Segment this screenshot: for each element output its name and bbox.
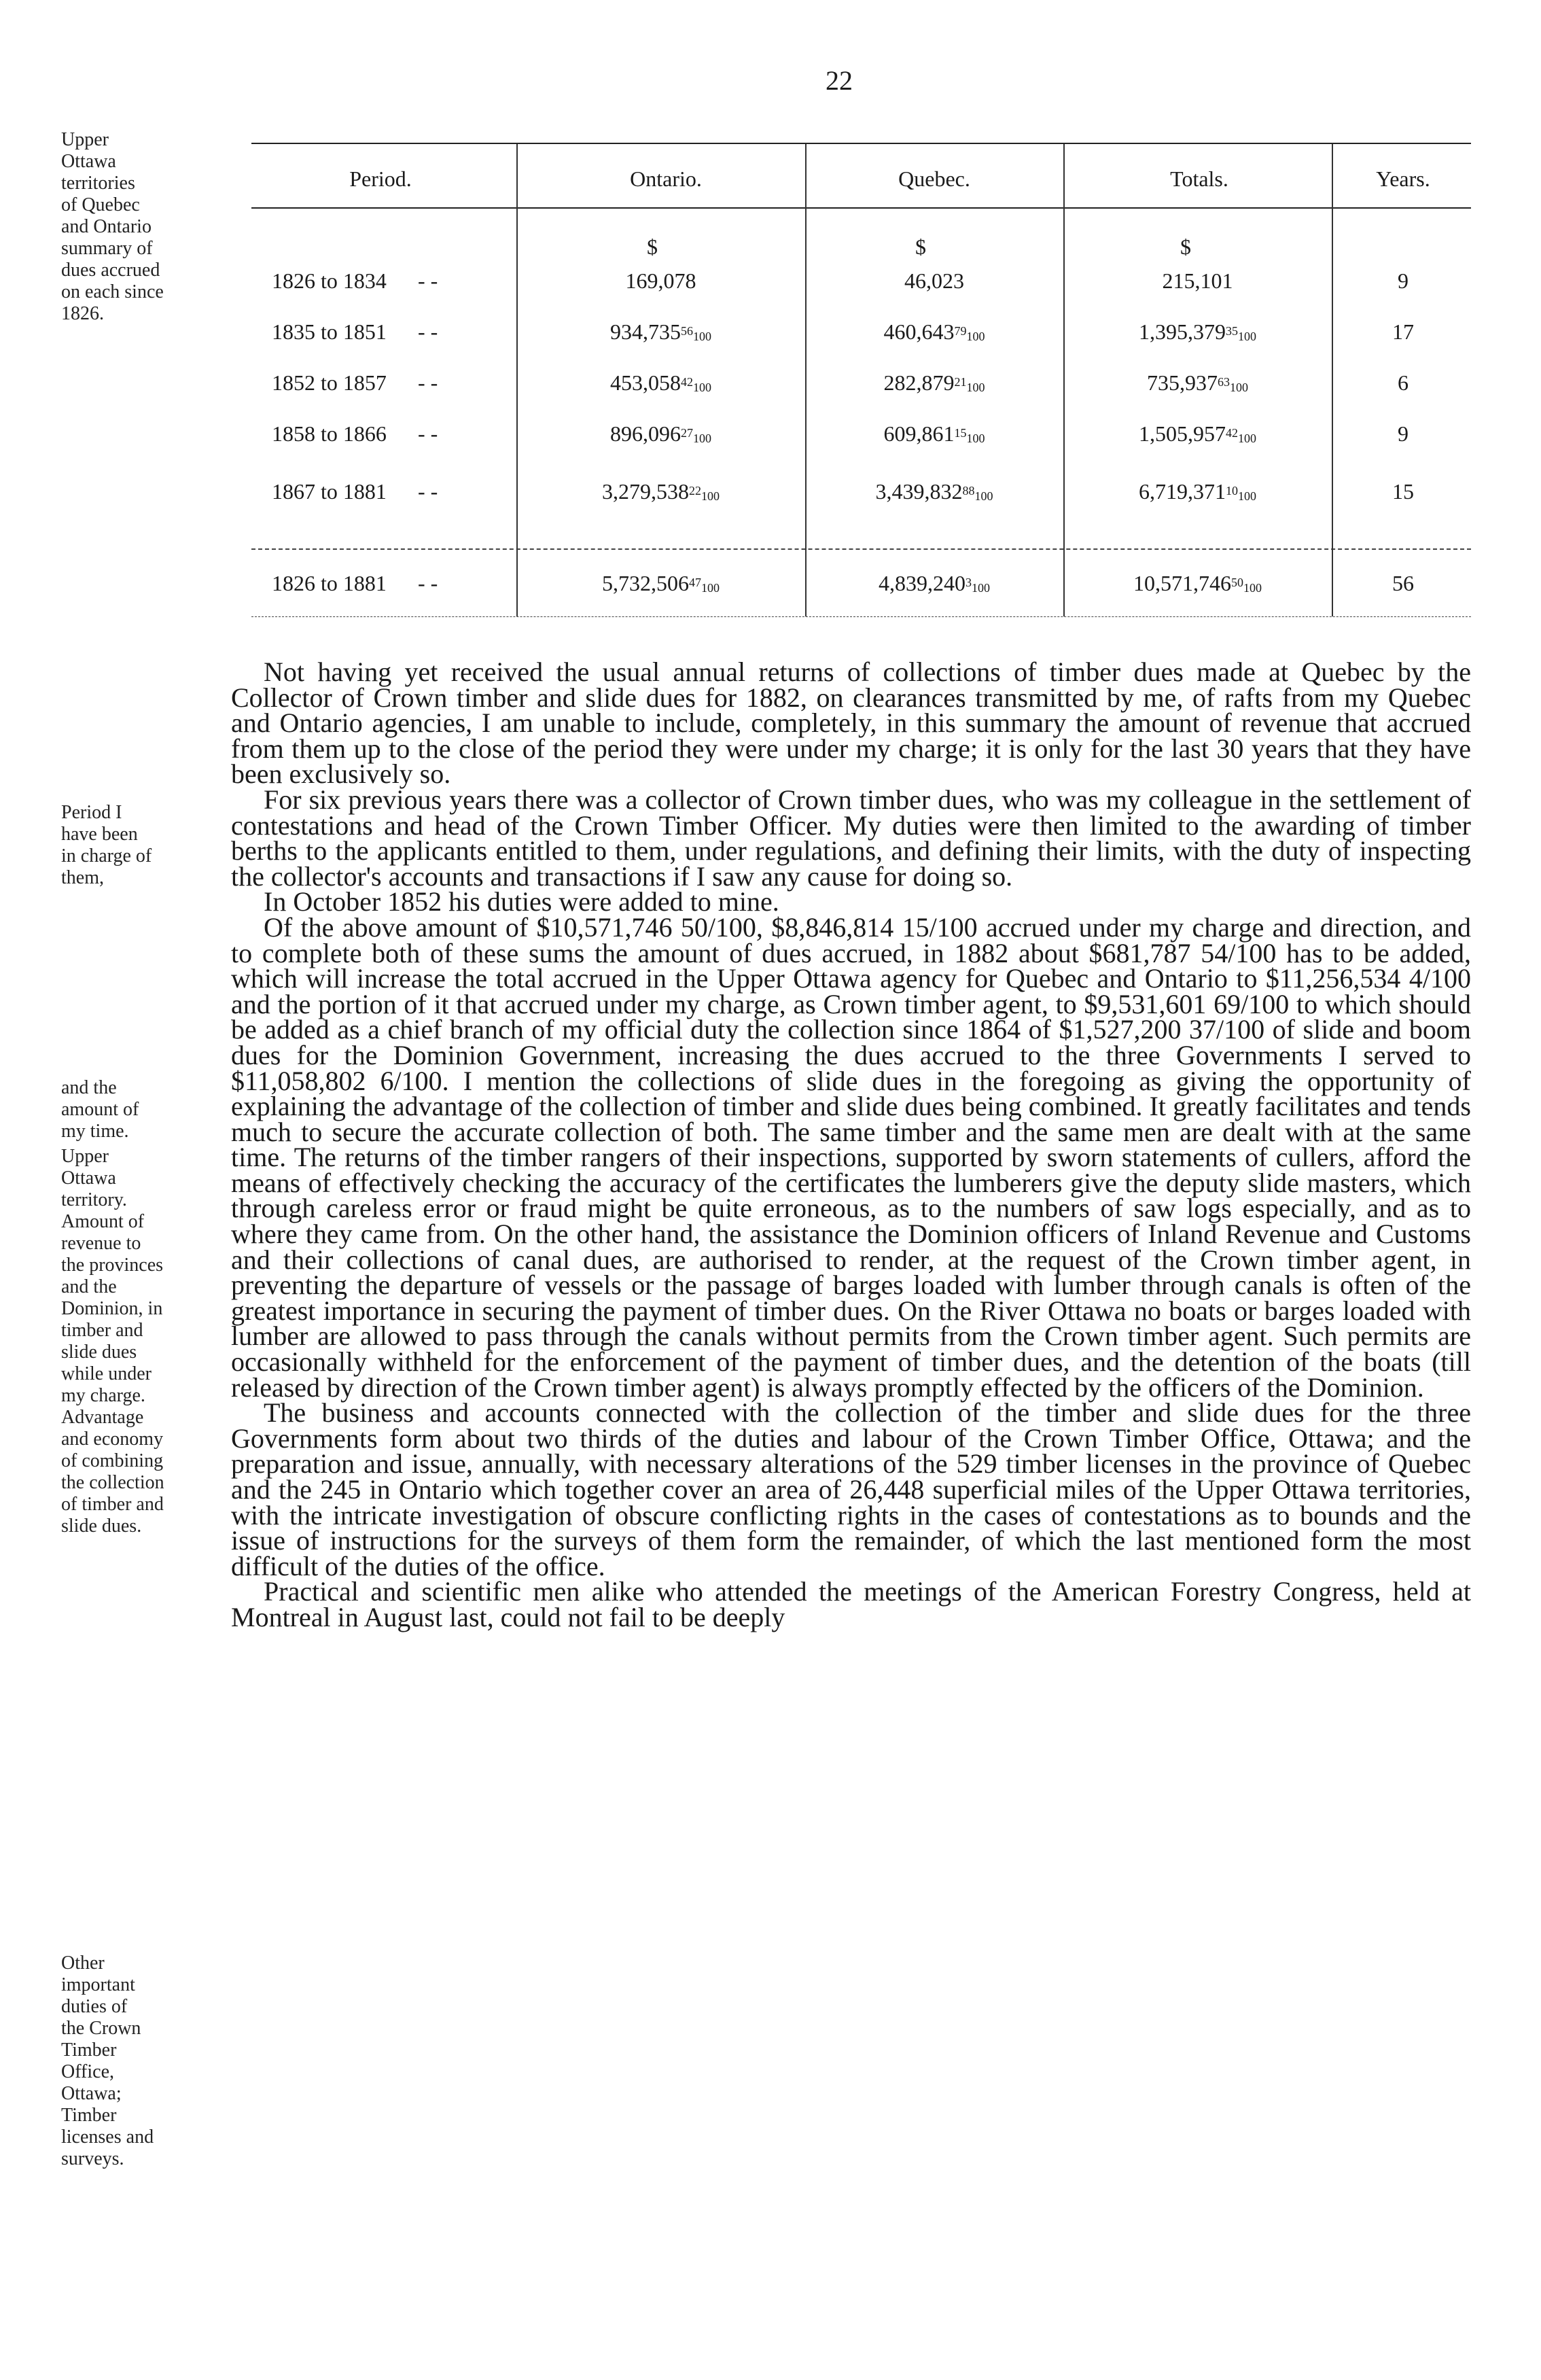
margin-note-line: dues accrued bbox=[61, 260, 160, 281]
page-number: 22 bbox=[826, 65, 853, 96]
fraction: $^{56}_{100}$ bbox=[681, 324, 711, 343]
margin-note-line: slide dues. bbox=[61, 1516, 142, 1537]
table-cell-years: 9 bbox=[1398, 421, 1409, 446]
margin-note-line: my charge. bbox=[61, 1385, 145, 1406]
fraction: $^{27}_{100}$ bbox=[681, 426, 711, 445]
fraction: $^{79}_{100}$ bbox=[954, 324, 985, 343]
leader-dashes: - - bbox=[418, 319, 438, 344]
table-cell-period: 1858 to 1866 - - bbox=[272, 421, 438, 446]
header-ontario: Ontario. bbox=[630, 167, 702, 191]
table-cell-ontario: $5,732,506^{47}_{100}$ bbox=[602, 571, 720, 595]
paragraph: In October 1852 his duties were added to mine. bbox=[264, 886, 779, 917]
margin-note-line: timber and bbox=[61, 1320, 143, 1341]
margin-note-line: have been bbox=[61, 824, 138, 845]
table-cell-totals: $10,571,746^{50}_{100}$ bbox=[1133, 571, 1262, 595]
margin-note-line: revenue to bbox=[61, 1233, 141, 1254]
fraction: $^{42}_{100}$ bbox=[681, 375, 711, 394]
margin-note-line: licenses and bbox=[61, 2127, 154, 2148]
table-cell-period: 1826 to 1834 - - bbox=[272, 268, 438, 293]
table-cell-years: 56 bbox=[1392, 571, 1414, 595]
margin-note-line: surveys. bbox=[61, 2148, 124, 2169]
margin-note-line: while under bbox=[61, 1363, 152, 1384]
margin-note-line: of combining bbox=[61, 1450, 164, 1471]
header-quebec: Quebec. bbox=[898, 167, 970, 191]
table-cell-period: 1867 to 1881 - - bbox=[272, 479, 438, 504]
margin-note-line: Upper bbox=[61, 129, 109, 150]
table-cell-ontario: $453,058^{42}_{100}$ bbox=[610, 370, 711, 395]
margin-note-line: and Ontario bbox=[61, 216, 152, 237]
margin-note-line: Timber bbox=[61, 2105, 117, 2126]
table-cell-quebec: 46,023 bbox=[904, 268, 964, 293]
table-cell-totals: $735,937^{63}_{100}$ bbox=[1147, 370, 1248, 395]
margin-note-line: amount of bbox=[61, 1099, 139, 1120]
margin-note-line: and the bbox=[61, 1077, 117, 1098]
table-cell-years: 9 bbox=[1398, 268, 1409, 293]
margin-note-line: territory. bbox=[61, 1189, 127, 1210]
fraction: $^{42}_{100}$ bbox=[1226, 426, 1256, 445]
margin-note-line: important bbox=[61, 1974, 135, 1995]
fraction: $^{63}_{100}$ bbox=[1218, 375, 1248, 394]
leader-dashes: - - bbox=[418, 421, 438, 446]
margin-note-period bbox=[61, 802, 231, 889]
fraction: $^{21}_{100}$ bbox=[954, 375, 985, 394]
margin-note-line: my time. bbox=[61, 1121, 129, 1142]
fraction: $^{47}_{100}$ bbox=[689, 576, 720, 595]
leader-dashes: - - bbox=[418, 268, 438, 293]
margin-note-line: Advantage bbox=[61, 1407, 144, 1428]
currency-quebec: $ bbox=[915, 234, 926, 259]
table-cell-years: 17 bbox=[1392, 319, 1414, 344]
table-cell-years: 6 bbox=[1398, 370, 1409, 395]
paragraph: Of the above amount of $10,571,746 50/100, $8,846,814 15/100 accrued under my charge and direction, and to complete both of these sums the amount of dues accrued, in 1882 about $681,787 54/100 has to be added, which will increase the total accrued in the Upper Ottawa agency for Quebec and Ontario to $11,256,534 4/100 and the portion of it that accrued under my charge, as Crown timber agent, to $9,531,601 69/100 to which should be added as a chief branch of my official duty the collection since 1864 of $1,527,200 37/100 of slide and boom dues for the Dominion Government, increasing the dues accrued to the three Governments I served to $11,058,802 6/100. I mention the collections of slide dues in the foregoing as giving the opportunity of explaining the advantage of the collection of timber and slide dues being combined. It greatly facilitates and tends much to secure the accurate collection of both. The same timber and the same men are dealt with at the same time. The returns of the timber rangers of their inspections, supported by sworn statements of cullers, afford the means of effectively checking the accuracy of the certificates the lumberers give the deputy slide masters, which through careless error or fraud might be quite erroneous, as to the numbers of saw logs especially, and as to where they came from. On the other hand, the assistance the Dominion officers of Inland Revenue and Customs and their collections of canal dues, are authorised to render, at the request of the Crown timber agent, in preventing the departure of vessels or the passage of barges loaded with lumber through canals is often of the greatest importance in securing the payment of timber dues. On the River Ottawa no boats or barges loaded with lumber are allowed to pass through the canals without permits from the Crown timber agent. Such permits are occasionally withheld for the enforcement of the payment of timber dues, and the detention of the boats (till released by direction of the Crown timber agent) is always promptly effected by the officers of the Dominion. bbox=[231, 911, 1471, 1403]
fraction: $^{88}_{100}$ bbox=[962, 484, 993, 503]
table-cell-totals: $1,395,379^{35}_{100}$ bbox=[1139, 319, 1256, 344]
paragraph: The business and accounts connected with the collection of the timber and slide dues for the three Governments form about two thirds of the duties and labour of the Crown Timber Office, Ottawa; and the preparation and issue, annually, with necessary alterations of the 529 timber licenses in the province of Quebec and the 245 in Ontario which together cover an area of 26,448 superficial miles of the Upper Ottawa territories, with the intricate investigation of obscure conflicting rights in the cases of contestations as to bounds and the issue of instructions for the surveys of them form the remainder, of which the last mentioned form the most difficult of the duties of the office. bbox=[231, 1397, 1471, 1581]
table-cell-quebec: $460,643^{79}_{100}$ bbox=[883, 319, 985, 344]
paragraph: Practical and scientific men alike who attended the meetings of the American Forestry Congress, held at Montreal in August last, could not fail to be deeply bbox=[231, 1576, 1471, 1632]
body-text bbox=[231, 659, 1471, 1630]
margin-note-line: territories bbox=[61, 173, 135, 194]
fraction: $^{22}_{100}$ bbox=[689, 484, 720, 503]
margin-note-line: of Quebec bbox=[61, 194, 140, 215]
table-cell-ontario: $896,096^{27}_{100}$ bbox=[610, 421, 711, 446]
margin-note-line: Dominion, in bbox=[61, 1298, 163, 1319]
margin-note-line: Ottawa; bbox=[61, 2083, 122, 2104]
table-cell-period: 1835 to 1851 - - bbox=[272, 319, 438, 344]
margin-note-line: the Crown bbox=[61, 2018, 141, 2039]
table-cell-years: 15 bbox=[1392, 479, 1414, 504]
table-cell-ontario: $3,279,538^{22}_{100}$ bbox=[602, 479, 720, 504]
leader-dashes: - - bbox=[418, 571, 438, 595]
margin-note-line: Ottawa bbox=[61, 1168, 116, 1189]
table-cell-quebec: $3,439,832^{88}_{100}$ bbox=[875, 479, 993, 504]
margin-note-line: duties of bbox=[61, 1996, 128, 2017]
paragraph: Not having yet received the usual annual returns of collections of timber dues made at Quebec by the Collector of Crown timber and slide dues for 1882, on clearances transmitted by me, of rafts from my Quebec and Ontario agencies, I am unable to include, completely, in this summary the amount of revenue that accrued from them up to the close of the period they were under my charge; it is only for the last 30 years that they have been exclusively so. bbox=[231, 657, 1471, 790]
margin-note-line: Office, bbox=[61, 2061, 114, 2082]
paragraph: For six previous years there was a collector of Crown timber dues, who was my colleague in the settlement of contestations and head of the Crown Timber Officer. My duties were then limited to the awarding of timber berths to the applicants entitled to them, under regulations, and defining their limits, with the duty of inspecting the collector's accounts and transactions if I saw any cause for doing so. bbox=[231, 784, 1471, 892]
margin-note-line: in charge of bbox=[61, 845, 152, 867]
margin-note-line: Upper bbox=[61, 1146, 109, 1167]
table-cell-totals: $6,719,371^{10}_{100}$ bbox=[1139, 479, 1256, 504]
currency-ontario: $ bbox=[647, 234, 658, 259]
margin-note-line: and economy bbox=[61, 1429, 164, 1450]
margin-note-line: Ottawa bbox=[61, 151, 116, 172]
margin-note-line: Other bbox=[61, 1953, 105, 1974]
margin-note-line: on each since bbox=[61, 281, 164, 302]
margin-note-line: of timber and bbox=[61, 1494, 164, 1515]
table-cell-ontario: $934,735^{56}_{100}$ bbox=[610, 319, 711, 344]
margin-note-line: and the bbox=[61, 1276, 117, 1297]
margin-note-summary bbox=[61, 129, 231, 325]
margin-note-line: Period I bbox=[61, 802, 122, 823]
fraction: $^{15}_{100}$ bbox=[954, 426, 985, 445]
leader-dashes: - - bbox=[418, 479, 438, 504]
margin-note-line: Amount of bbox=[61, 1211, 145, 1232]
margin-note-upper-ottawa bbox=[61, 1146, 231, 1537]
header-years: Years. bbox=[1376, 167, 1430, 191]
margin-note-line: slide dues bbox=[61, 1342, 137, 1363]
leader-dashes: - - bbox=[418, 370, 438, 395]
margin-note-line: Timber bbox=[61, 2040, 117, 2061]
table-cell-ontario: 169,078 bbox=[625, 268, 696, 293]
margin-note-line: 1826. bbox=[61, 303, 104, 324]
fraction: $^{35}_{100}$ bbox=[1226, 324, 1256, 343]
header-totals: Totals. bbox=[1170, 167, 1228, 191]
table-cell-period: 1826 to 1881 - - bbox=[272, 571, 438, 595]
table-cell-totals: $1,505,957^{42}_{100}$ bbox=[1139, 421, 1256, 446]
margin-note-line: them, bbox=[61, 867, 104, 888]
margin-note-other-duties bbox=[61, 1953, 231, 2170]
currency-totals: $ bbox=[1180, 234, 1191, 259]
fraction: $^3_{100}$ bbox=[966, 576, 990, 595]
margin-note-line: summary of bbox=[61, 238, 153, 259]
table-cell-quebec: $4,839,240^3_{100}$ bbox=[879, 571, 990, 595]
header-period: Period. bbox=[349, 167, 412, 191]
table-cell-totals: 215,101 bbox=[1162, 268, 1233, 293]
margin-note-line: the provinces bbox=[61, 1255, 164, 1276]
margin-note-amount bbox=[61, 1077, 231, 1142]
table-cell-quebec: $609,861^{15}_{100}$ bbox=[883, 421, 985, 446]
fraction: $^{10}_{100}$ bbox=[1226, 484, 1256, 503]
table-cell-quebec: $282,879^{21}_{100}$ bbox=[883, 370, 985, 395]
table-cell-period: 1852 to 1857 - - bbox=[272, 370, 438, 395]
margin-note-line: the collection bbox=[61, 1472, 164, 1493]
fraction: $^{50}_{100}$ bbox=[1231, 576, 1262, 595]
